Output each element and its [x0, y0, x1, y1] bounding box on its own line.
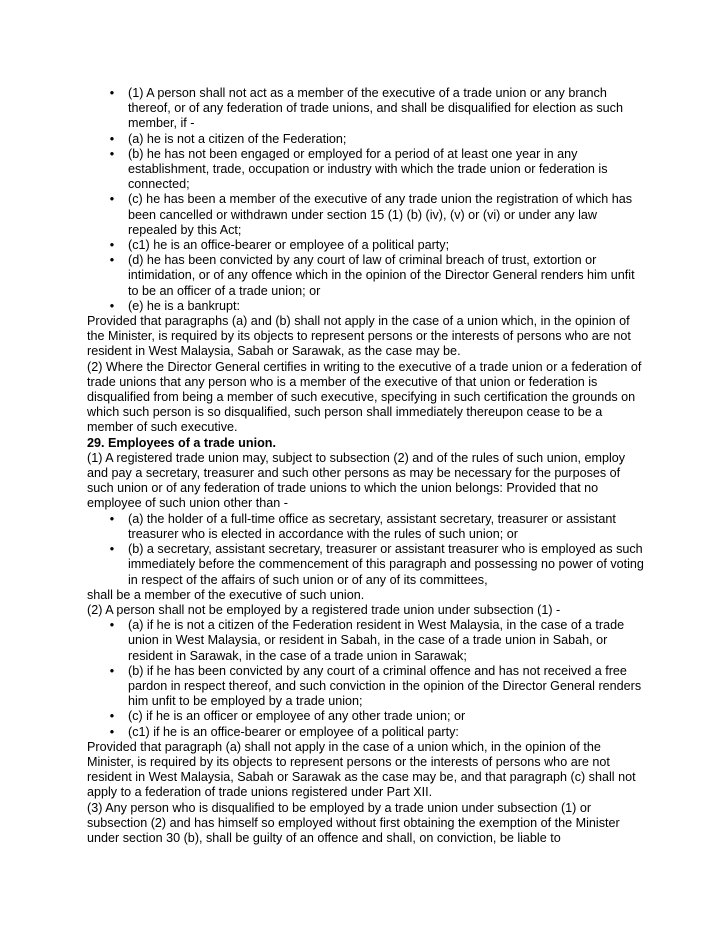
s29-sub2-list	[87, 618, 647, 740]
bullet-icon: •	[109, 131, 115, 146]
list-item: • (a) the holder of a full-time office as secretary, assistant secretary, treasurer or assistant treasurer who is elected in accordance with the rules of such union; or	[87, 512, 647, 542]
list-item: • (a) he is not a citizen of the Federation;	[87, 132, 647, 147]
list-item: • (b) a secretary, assistant secretary, treasurer or assistant treasurer who is employed as such immediately before the commencement of this paragraph and possessing no power of voting in respect of the affairs of such union or of any of its committees,	[87, 542, 647, 588]
bullet-icon: •	[109, 192, 115, 207]
bullet-icon: •	[109, 146, 115, 161]
s28-proviso: Provided that paragraphs (a) and (b) shall not apply in the case of a union which, in the opinion of the Minister, is required by its objects to represent persons or the interests of persons who are not resident in West Malaysia, Sabah or Sarawak, as the case may be.	[87, 314, 631, 359]
s29-heading: 29. Employees of a trade union.	[87, 435, 276, 450]
bullet-icon: •	[109, 618, 115, 633]
s29-subsection-1: (1) A registered trade union may, subject to subsection (2) and of the rules of such union, employ and pay a secretary, treasurer and such other persons as may be necessary for the purposes of such union or of any federation of trade unions to which the union belongs: Provided that no employee of such union other than -	[87, 450, 626, 511]
s29-subsection-3: (3) Any person who is disqualified to be employed by a trade union under subsection (1) or subsection (2) and has himself so employed without first obtaining the exemption of the Minister under section 30 (b), shall be guilty of an offence and shall, on conviction, be liable to	[87, 800, 620, 845]
bullet-icon: •	[109, 663, 115, 678]
bullet-icon: •	[109, 86, 115, 100]
s28-subsection-2: (2) Where the Director General certifies in writing to the executive of a trade union or a federation of trade unions that any person who is a member of the executive of that union or federation is disqualified from being a member of such executive, specifying in such certification the grounds on which such person is so disqualified, such person shall immediately thereupon cease to be a member of such executive.	[87, 359, 642, 435]
bullet-icon: •	[109, 298, 115, 313]
list-item: • (b) he has not been engaged or employed for a period of at least one year in any establishment, trade, occupation or industry with which the trade union or federation is connected;	[87, 147, 647, 193]
s29-sub1-tail: shall be a member of the executive of such union.	[87, 587, 365, 602]
list-item: • (e) he is a bankrupt:	[87, 299, 647, 314]
s28-disqualification-list	[87, 86, 647, 314]
list-item: • (b) if he has been convicted by any court of a criminal offence and has not received a free pardon in respect thereof, and such conviction in the opinion of the Director General renders him unfit to be employed by a trade union;	[87, 664, 647, 710]
list-item: • (c) if he is an officer or employee of any other trade union; or	[87, 709, 647, 724]
list-item: • (1) A person shall not act as a member of the executive of a trade union or any branch thereof, or of any federation of trade unions, and shall be disqualified for election as such member, if -	[87, 86, 647, 132]
list-item: • (c1) he is an office-bearer or employee of a political party;	[87, 238, 647, 253]
document-page	[87, 86, 647, 846]
list-item: • (c1) if he is an office-bearer or employee of a political party:	[87, 725, 647, 740]
s29-subsection-2: (2) A person shall not be employed by a registered trade union under subsection (1) -	[87, 602, 561, 617]
bullet-icon: •	[109, 511, 115, 526]
bullet-icon: •	[109, 724, 115, 739]
bullet-icon: •	[109, 542, 115, 557]
bullet-icon: •	[109, 709, 115, 724]
list-item: • (a) if he is not a citizen of the Federation resident in West Malaysia, in the case of a trade union in West Malaysia, or resident in Sabah, in the case of a trade union in Sabah, or resident in Sarawak, in the case of a trade union in Sarawak;	[87, 618, 647, 664]
s29-proviso: Provided that paragraph (a) shall not apply in the case of a union which, in the opinion of the Minister, is required by its objects to represent persons or the interests of persons who are not resident in West Malaysia, Sabah or Sarawak as the case may be, and that paragraph (c) shall not apply to a federation of trade unions registered under Part XII.	[87, 739, 636, 800]
bullet-icon: •	[109, 253, 115, 268]
list-item: • (c) he has been a member of the executive of any trade union the registration of which has been cancelled or withdrawn under section 15 (1) (b) (iv), (v) or (vi) or under any law repealed by this Act;	[87, 192, 647, 238]
bullet-icon: •	[109, 238, 115, 253]
s29-sub1-list	[87, 512, 647, 588]
list-item: • (d) he has been convicted by any court of law of criminal breach of trust, extortion or intimidation, or of any offence which in the opinion of the Director General renders him unfit to be an officer of a trade union; or	[87, 253, 647, 299]
